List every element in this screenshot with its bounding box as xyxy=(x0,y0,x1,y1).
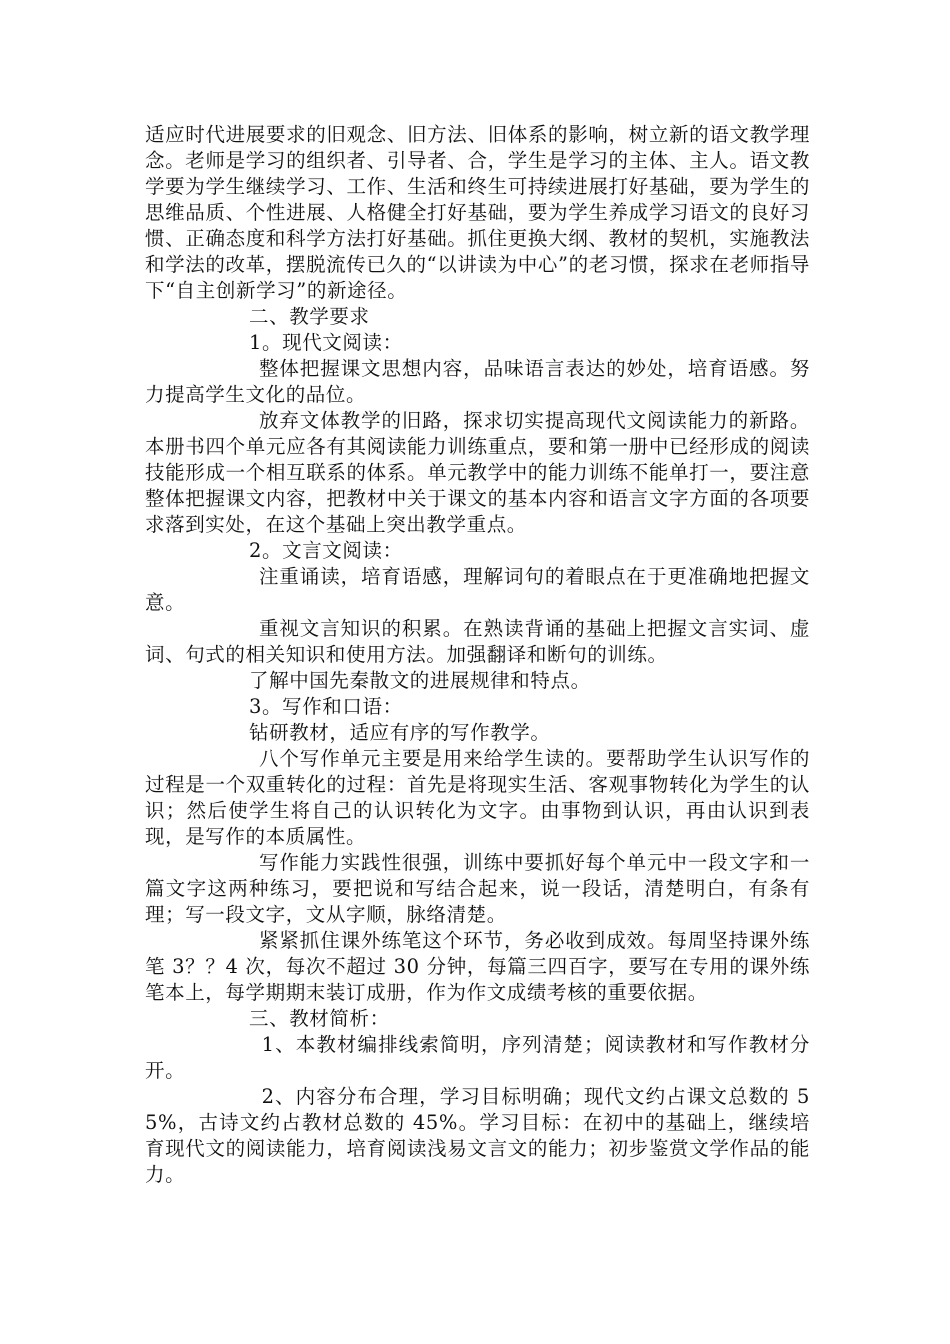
section-heading-textbook-analysis: 三、教材简析： xyxy=(249,1007,390,1030)
paragraph-classical-reading-3: 了解中国先秦散文的进展规律和特点。 xyxy=(249,669,591,692)
paragraph-writing-3: 写作能力实践性很强，训练中要抓好每个单元中一段文字和一篇文字这两种练习，要把说和写结合起来，说一段话，清楚明白，有条有理；写一段文字，文从字顺，脉络清楚。 xyxy=(145,851,811,926)
subheading-writing-speaking: 3。写作和口语： xyxy=(249,695,403,718)
paragraph-modern-reading-2: 放弃文体教学的旧路，探求切实提高现代文阅读能力的新路。本册书四个单元应各有其阅读能力训练重点，要和第一册中已经形成的阅读技能形成一个相互联系的体系。单元教学中的能力训练不能单打一，要注意整体把握课文内容，把教材中关于课文的基本内容和语言文字方面的各项要求落到实处，在这个基础上突出教学重点。 xyxy=(145,409,811,536)
paragraph-textbook-1: 1、本教材编排线索简明，序列清楚；阅读教材和写作教材分开。 xyxy=(145,1033,811,1082)
paragraph-classical-reading-1: 注重诵读，培育语感，理解词句的着眼点在于更准确地把握文意。 xyxy=(145,565,811,614)
paragraph-modern-reading-1: 整体把握课文思想内容，品味语言表达的妙处，培育语感。努力提高学生文化的品位。 xyxy=(145,357,811,406)
paragraph-writing-1: 钻研教材，适应有序的写作教学。 xyxy=(249,721,551,744)
section-heading-teaching-requirements: 二、教学要求 xyxy=(249,305,370,328)
paragraph-writing-4: 紧紧抓住课外练笔这个环节，务必收到成效。每周坚持课外练笔 3？？4 次，每次不超过 30 分钟，每篇三四百字，要写在专用的课外练笔本上，每学期期末装订成册，作为作文成绩考核的重要依据。 xyxy=(145,929,811,1004)
paragraph-intro: 适应时代进展要求的旧观念、旧方法、旧体系的影响，树立新的语文教学理念。老师是学习的组织者、引导者、合，学生是学习的主体、主人。语文教学要为学生继续学习、工作、生活和终生可持续进展打好基础，要为学生的思维品质、个性进展、人格健全打好基础，要为学生养成学习语文的良好习惯、正确态度和科学方法打好基础。抓住更换大纲、教材的契机，实施教法和学法的改革，摆脱流传已久的“以讲读为中心”的老习惯，探求在老师指导下“自主创新学习”的新途径。 xyxy=(145,123,810,302)
subheading-classical-reading: 2。文言文阅读： xyxy=(249,539,403,562)
document-body xyxy=(145,122,810,1188)
paragraph-classical-reading-2: 重视文言知识的积累。在熟读背诵的基础上把握文言实词、虚词、句式的相关知识和使用方法。加强翻译和断句的训练。 xyxy=(145,617,811,666)
subheading-modern-reading: 1。现代文阅读： xyxy=(249,331,403,354)
paragraph-writing-2: 八个写作单元主要是用来给学生读的。要帮助学生认识写作的过程是一个双重转化的过程：首先是将现实生活、客观事物转化为学生的认识；然后使学生将自己的认识转化为文字。由事物到认识，再由认识到表现，是写作的本质属性。 xyxy=(145,747,811,848)
paragraph-textbook-2: 2、内容分布合理，学习目标明确；现代文约占课文总数的 55%，古诗文约占教材总数的 45%。学习目标：在初中的基础上，继续培育现代文的阅读能力，培育阅读浅易文言文的能力；初步鉴赏文学作品的能力。 xyxy=(145,1085,811,1186)
